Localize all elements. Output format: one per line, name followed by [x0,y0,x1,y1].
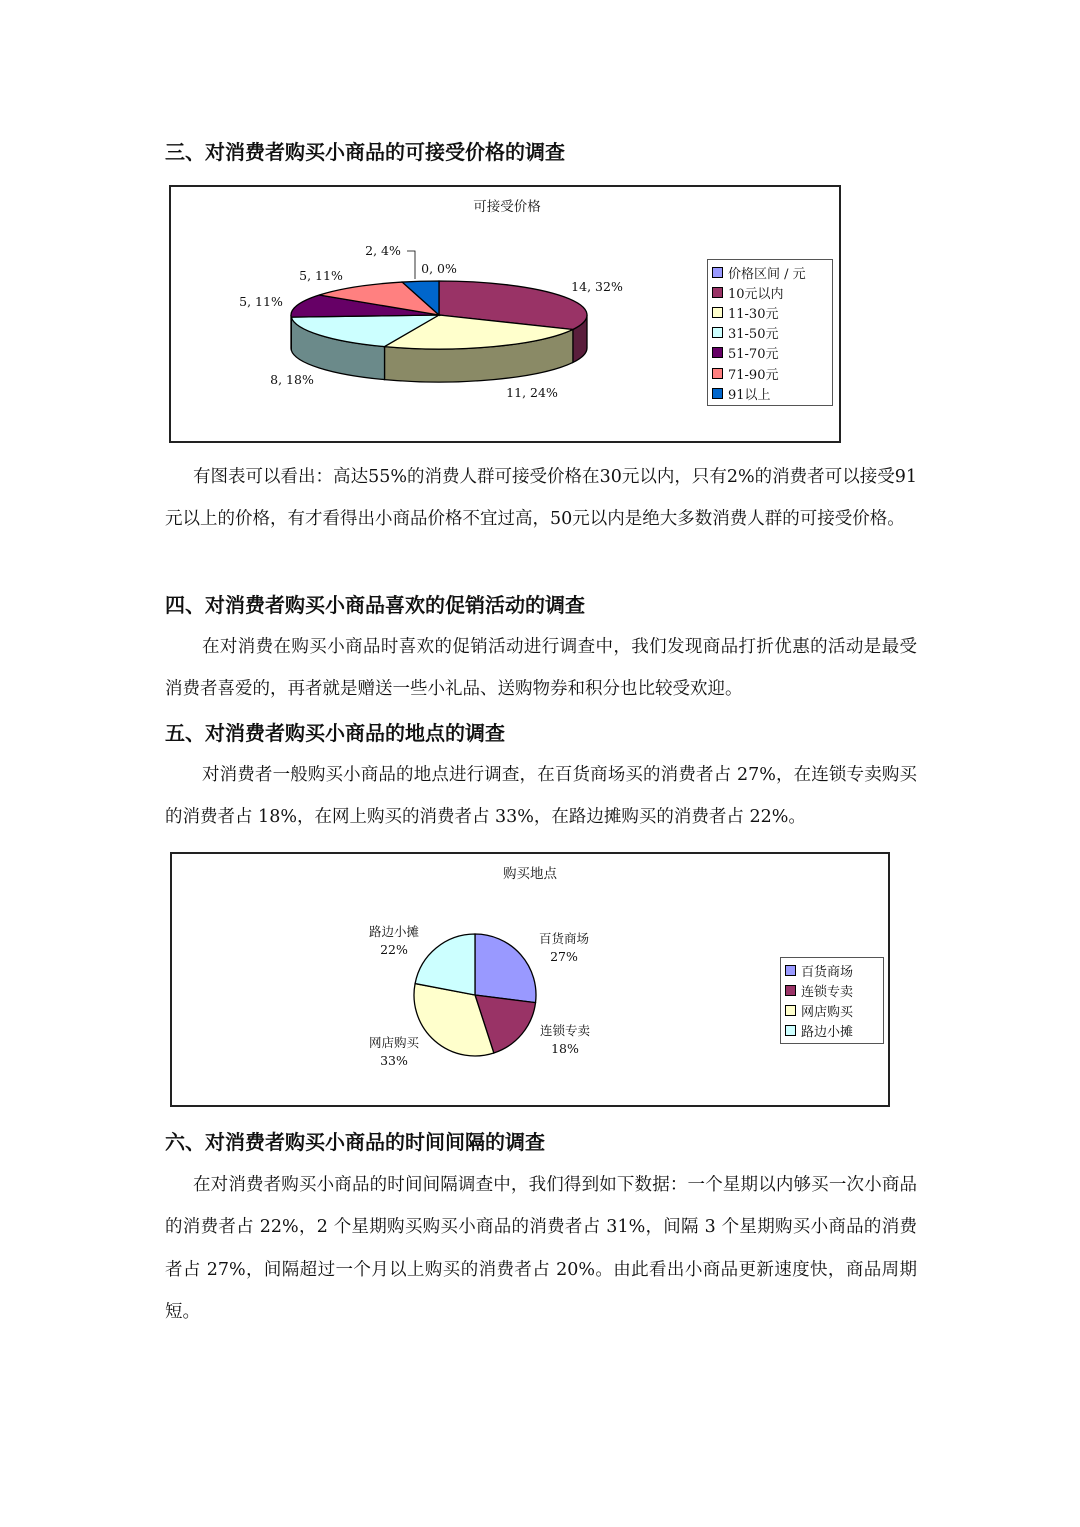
label-chain-pct: 18% [551,1041,579,1056]
location-chart-title: 购买地点 [503,866,557,882]
pie-slice [415,934,475,995]
legend-label: 31-50元 [728,327,779,343]
label-online-name: 网店购买 [368,1035,420,1050]
data-label-under-10: 14, 32% [571,279,623,294]
legend-swatch [712,287,723,298]
legend-swatch [785,985,796,996]
legend-label: 11-30元 [728,306,779,322]
price-chart-legend [707,259,833,406]
label-chain-name: 连锁专卖 [539,1023,591,1038]
legend-label: 网店购买 [801,1004,854,1020]
price-legend-item [712,262,828,282]
data-label-71-90: 5, 11% [299,268,343,283]
section-6-paragraph: 在对消费者购买小商品的时间间隔调查中，我们得到如下数据：一个星期以内够买一次小商品的消费者占 22%，2 个星期购买购买小商品的消费者占 31%，间隔 3 个星期购买小商品的消费者占 27%，间隔超过一个月以上购买的消费者占 20%。由此看出小商品更新速度快，商品周期短。 [165,1175,917,1322]
legend-swatch [712,267,723,278]
location-legend-item [785,1021,879,1041]
legend-label: 10元以内 [728,286,784,302]
location-legend-item [785,960,879,980]
label-roadside-name: 路边小摊 [368,924,420,939]
section-5-heading: 五、对消费者购买小商品的地点的调查 [165,721,505,745]
section-4-heading: 四、对消费者购买小商品喜欢的促销活动的调查 [165,593,585,617]
pie-slice [475,934,536,1003]
legend-swatch [785,1025,796,1036]
legend-swatch [712,388,723,399]
location-chart-legend [780,957,884,1044]
price-legend-item [712,302,828,322]
label-department-store-name: 百货商场 [538,931,590,946]
data-label-11-30: 11, 24% [506,385,558,400]
section-6-heading: 六、对消费者购买小商品的时间间隔的调查 [165,1130,545,1154]
section-5-paragraph: 对消费者一般购买小商品的地点进行调查，在百货商场买的消费者占 27%，在连锁专卖购买的消费者占 18%，在网上购买的消费者占 33%，在路边摊购买的消费者占 22%。 [165,765,917,828]
legend-label: 连锁专卖 [801,984,854,1000]
price-legend-item [712,282,828,302]
legend-label: 91以上 [728,387,771,403]
location-legend-item [785,980,879,1000]
legend-swatch [712,368,723,379]
legend-label: 路边小摊 [801,1025,854,1041]
location-legend-item [785,1000,879,1020]
price-legend-item [712,343,828,363]
legend-swatch [712,347,723,358]
data-label-51-70: 5, 11% [239,294,283,309]
data-label-31-50: 8, 18% [270,372,314,387]
price-legend-item [712,323,828,343]
legend-label: 71-90元 [728,367,779,383]
data-label-range-header: 0, 0% [421,261,457,276]
legend-swatch [785,965,796,976]
data-label-91plus: 2, 4% [365,243,401,258]
section-3-paragraph: 有图表可以看出：高达55%的消费人群可接受价格在30元以内，只有2%的消费者可以接受91元以上的价格，有才看得出小商品价格不宜过高，50元以内是绝大多数消费人群的可接受价格。 [165,467,917,530]
legend-swatch [785,1005,796,1016]
section-4-paragraph: 在对消费在购买小商品时喜欢的促销活动进行调查中，我们发现商品打折优惠的活动是最受消费者喜爱的，再者就是赠送一些小礼品、送购物券和积分也比较受欢迎。 [165,637,917,700]
label-online-pct: 33% [380,1053,408,1068]
legend-label: 价格区间 / 元 [728,266,806,282]
legend-label: 百货商场 [801,964,854,980]
label-roadside-pct: 22% [380,942,408,957]
legend-swatch [712,307,723,318]
legend-swatch [712,327,723,338]
section-3-heading: 三、对消费者购买小商品的可接受价格的调查 [165,140,565,164]
label-department-store-pct: 27% [550,949,578,964]
price-legend-item [712,383,828,403]
price-chart-title: 可接受价格 [473,199,541,215]
price-legend-item [712,363,828,383]
price-chart [169,185,841,443]
location-chart [170,852,890,1107]
legend-label: 51-70元 [728,347,779,363]
